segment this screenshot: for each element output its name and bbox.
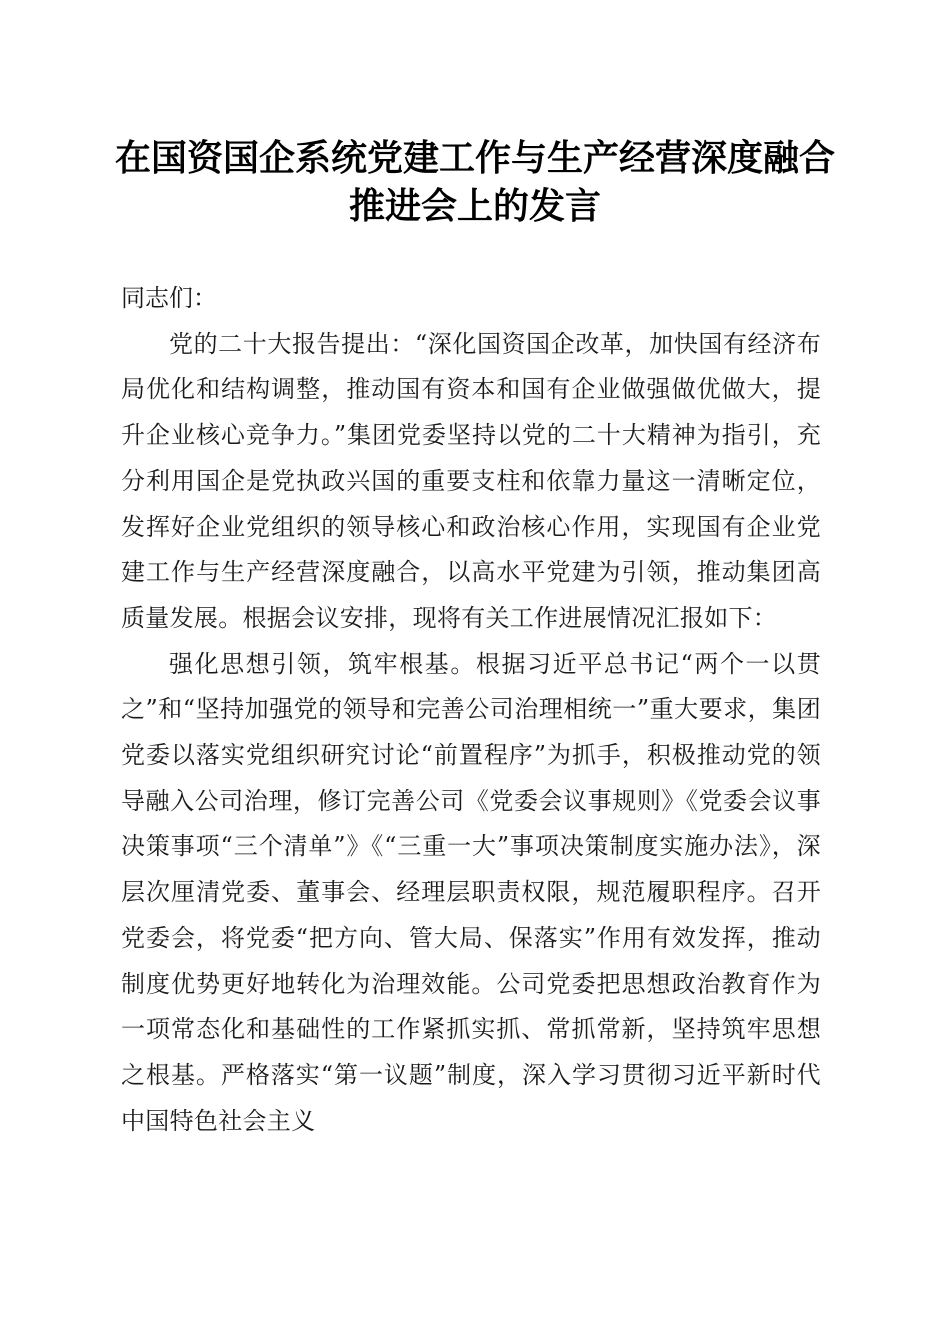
document-title-line-1: 在国资国企系统党建工作与生产经营深度融合 (114, 137, 835, 179)
document-body (121, 276, 821, 1144)
document-title-line-2: 推进会上的发言 (348, 185, 601, 227)
paragraph-intro: 党的二十大报告提出：“深化国资国企改革，加快国有经济布局优化和结构调整，推动国有资本和国有企业做强做优做大，提升企业核心竞争力。”集团党委坚持以党的二十大精神为指引，充分利用国企是党执政兴国的重要支柱和依靠力量这一清晰定位，发挥好企业党组织的领导核心和政治核心作用，实现国有企业党建工作与生产经营深度融合，以高水平党建为引领，推动集团高质量发展。根据会议安排，现将有关工作进展情况汇报如下： (121, 329, 821, 632)
salutation: 同志们： (121, 284, 217, 312)
paragraph-ideological-guidance: 强化思想引领，筑牢根基。根据习近平总书记“两个一以贯之”和“坚持加强党的领导和完善公司治理相统一”重大要求，集团党委以落实党组织研究讨论“前置程序”为抓手，积极推动党的领导融入公司治理，修订完善公司《党委会议事规则》《党委会议事决策事项“三个清单”》《“三重一大”事项决策制度实施办法》，深层次厘清党委、董事会、经理层职责权限，规范履职程序。召开党委会，将党委“把方向、管大局、保落实”作用有效发挥，推动制度优势更好地转化为治理效能。公司党委把思想政治教育作为一项常态化和基础性的工作紧抓实抓、常抓常新，坚持筑牢思想之根基。严格落实“第一议题”制度，深入学习贯彻习近平新时代中国特色社会主义 (121, 649, 821, 1135)
